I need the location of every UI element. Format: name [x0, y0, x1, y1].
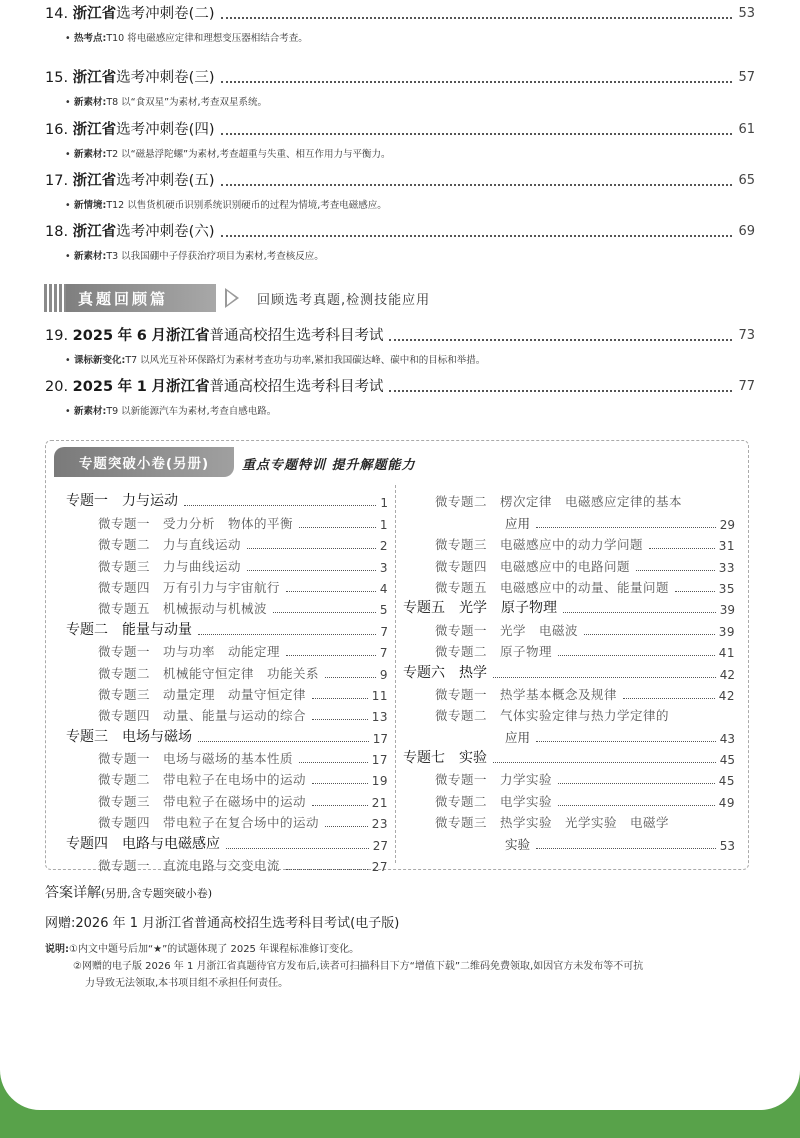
- subtopic-row[interactable]: [66, 596, 388, 617]
- page-number: 39: [718, 624, 735, 639]
- special-topics-slogan: 重点专题特训 提升解题能力: [242, 458, 416, 473]
- topic-row[interactable]: [403, 596, 735, 617]
- subtopic-row[interactable]: [66, 788, 388, 809]
- gift-line: 网赠:2026 年 1 月浙江省普通高校招生选考科目考试(电子版): [45, 916, 400, 931]
- page-number: 5: [379, 603, 388, 618]
- row-label: 微专题二 气体实验定律与热力学定律的: [435, 708, 670, 724]
- subtopic-row[interactable]: [66, 510, 388, 531]
- page-number: 39: [719, 603, 735, 618]
- row-label: 微专题四 电磁感应中的电路问题: [435, 558, 631, 574]
- row-label: 专题六 热学: [403, 664, 487, 681]
- subtopic-row[interactable]: [403, 831, 735, 852]
- subtopic-row[interactable]: [403, 532, 735, 553]
- row-label: 专题七 实验: [403, 750, 487, 767]
- topic-row[interactable]: [403, 746, 735, 767]
- subtopic-row[interactable]: [403, 575, 735, 596]
- page-number: 7: [379, 646, 388, 661]
- subtopic-row[interactable]: [403, 810, 735, 831]
- page-number: 45: [719, 753, 735, 768]
- page-number: 49: [718, 795, 735, 810]
- toc-entry-20[interactable]: 20. 2025 年 1 月浙江省普通高校招生选考科目考试 77 • 新素材:T9 以新能源汽车为素材,考查自感电路。: [45, 379, 755, 417]
- row-label: 微专题二 原子物理: [435, 644, 553, 660]
- subtopic-row[interactable]: [66, 532, 388, 553]
- row-label: 微专题四 动量、能量与运动的综合: [98, 708, 307, 724]
- review-section-subtitle: 回顾选考真题,检测技能应用: [257, 293, 431, 308]
- page-number: 7: [380, 624, 388, 639]
- subtopic-row[interactable]: [403, 724, 735, 745]
- banner-stripes: [44, 284, 66, 312]
- row-label: 实验: [505, 836, 531, 852]
- footer: [45, 882, 755, 992]
- row-label: 微专题一 光学 电磁波: [435, 622, 579, 638]
- special-right-column: [403, 489, 735, 853]
- page-number: 41: [718, 646, 735, 661]
- subtopic-row[interactable]: [66, 703, 388, 724]
- page-number: 77: [738, 379, 755, 394]
- subtopic-row[interactable]: [403, 788, 735, 809]
- page-number: 4: [379, 581, 388, 596]
- row-label: 微专题四 带电粒子在复合场中的运动: [98, 815, 320, 831]
- row-label: 微专题二 机械能守恒定律 功能关系: [98, 665, 320, 681]
- toc-entry-16[interactable]: 16. 浙江省选考冲刺卷(四) 61 • 新素材:T2 以“磁悬浮陀螺”为素材,考查超重与失重、相互作用力与平衡力。: [45, 122, 755, 160]
- row-label: 微专题三 力与曲线运动: [98, 558, 242, 574]
- page-number: 13: [371, 710, 388, 725]
- subtopic-row[interactable]: [66, 660, 388, 681]
- toc-entry-19[interactable]: 19. 2025 年 6 月浙江省普通高校招生选考科目考试 73 • 课标新变化:T7 以风光互补环保路灯为素材考查功与功率,紧扣我国碳达峰、碳中和的目标和举措。: [45, 328, 755, 366]
- row-label: 微专题五 机械振动与机械波: [98, 601, 268, 617]
- subtopic-row[interactable]: [403, 510, 735, 531]
- topic-row[interactable]: [403, 660, 735, 681]
- subtopic-row[interactable]: [403, 682, 735, 703]
- topic-row[interactable]: [66, 831, 388, 852]
- row-label: 微专题一 直流电路与交变电流: [98, 858, 281, 874]
- row-label: 专题一 力与运动: [66, 493, 178, 510]
- subtopic-row[interactable]: [66, 639, 388, 660]
- page-number: 69: [738, 224, 755, 239]
- entry-note: • 新素材:T9 以新能源汽车为素材,考查自感电路。: [65, 406, 277, 417]
- page-number: 33: [718, 560, 735, 575]
- row-label: 微专题三 带电粒子在磁场中的运动: [98, 793, 307, 809]
- special-topics-box: [45, 440, 749, 875]
- subtopic-row[interactable]: [66, 682, 388, 703]
- page-number: 31: [718, 539, 735, 554]
- subtopic-row[interactable]: [66, 746, 388, 767]
- answers-line: 答案详解(另册,含专题突破小卷): [45, 885, 213, 901]
- row-label: 微专题三 动量定理 动量守恒定律: [98, 686, 307, 702]
- row-label: 专题五 光学 原子物理: [403, 600, 557, 617]
- page-number: 65: [738, 173, 755, 188]
- page-number: 61: [738, 122, 755, 137]
- topic-row[interactable]: [66, 724, 388, 745]
- page-number: 29: [719, 517, 735, 532]
- page-number: 53: [738, 6, 755, 21]
- page-number: 3: [379, 560, 388, 575]
- topic-row[interactable]: [66, 617, 388, 638]
- entry-note: • 课标新变化:T7 以风光互补环保路灯为素材考查功与功率,紧扣我国碳达峰、碳中和的目标和举措。: [65, 355, 486, 366]
- entry-note: • 新素材:T2 以“磁悬浮陀螺”为素材,考查超重与失重、相互作用力与平衡力。: [65, 149, 391, 160]
- page-number: 19: [371, 774, 388, 789]
- entry-note: • 新情境:T12 以售货机硬币识别系统识别硬币的过程为情境,考查电磁感应。: [65, 200, 387, 211]
- page-number: 57: [738, 70, 755, 85]
- page-number: 42: [718, 688, 735, 703]
- page-number: 17: [371, 753, 388, 768]
- review-section-title: 真题回顾篇: [66, 284, 216, 312]
- row-label: 微专题四 万有引力与宇宙航行: [98, 579, 281, 595]
- page-number: 1: [379, 517, 388, 532]
- subtopic-row[interactable]: [403, 639, 735, 660]
- subtopic-row[interactable]: [403, 553, 735, 574]
- toc-entry-14[interactable]: 14. 浙江省选考冲刺卷(二) 53 • 热考点:T10 将电磁感应定律和理想变压器相结合考查。: [45, 6, 755, 44]
- page-number: 9: [379, 667, 388, 682]
- subtopic-row[interactable]: [66, 853, 388, 874]
- page-number: 35: [718, 581, 735, 596]
- subtopic-row[interactable]: [403, 703, 735, 724]
- entry-note: • 新素材:T8 以“食双星”为素材,考查双星系统。: [65, 97, 268, 108]
- arrow-icon: [225, 288, 239, 308]
- row-label: 微专题二 电学实验: [435, 793, 553, 809]
- page-number: 2: [379, 539, 388, 554]
- review-section-banner: [44, 282, 474, 314]
- row-label: 专题二 能量与动量: [66, 621, 192, 638]
- subtopic-row[interactable]: [66, 553, 388, 574]
- row-label: 专题四 电路与电磁感应: [66, 835, 220, 852]
- column-divider: [395, 485, 396, 863]
- special-left-column: [66, 489, 388, 874]
- page-number: 42: [719, 667, 735, 682]
- topic-row[interactable]: [66, 489, 388, 510]
- page-number: 45: [718, 774, 735, 789]
- subtopic-row[interactable]: [66, 810, 388, 831]
- row-label: 微专题五 电磁感应中的动量、能量问题: [435, 579, 670, 595]
- row-label: 微专题二 楞次定律 电磁感应定律的基本: [435, 494, 683, 510]
- subtopic-row[interactable]: [66, 767, 388, 788]
- row-label: 微专题一 功与功率 动能定理: [98, 644, 281, 660]
- page-number: 11: [371, 688, 388, 703]
- page-number: 27: [371, 860, 388, 875]
- row-label: 微专题三 热学实验 光学实验 电磁学: [435, 815, 670, 831]
- page-number: 43: [719, 731, 735, 746]
- row-label: 微专题二 带电粒子在电场中的运动: [98, 772, 307, 788]
- page-number: 27: [372, 838, 388, 853]
- toc-entry-15[interactable]: 15. 浙江省选考冲刺卷(三) 57 • 新素材:T8 以“食双星”为素材,考查双星系统。: [45, 70, 755, 108]
- row-label: 应用: [505, 515, 531, 531]
- notes: 说明:①内文中题号后加“★”的试题体现了 2025 年课程标准修订变化。 ②网赠的电子版 2026 年 1 月浙江省真题待官方发布后,读者可扫描科目下方“增值下载”二维码免费领取,如因官方未发布等不可抗 力导致无法领取,本书项目组不承担任何责任。: [45, 944, 644, 989]
- subtopic-row[interactable]: [403, 489, 735, 510]
- entry-note: • 新素材:T3 以我国硼中子俘获治疗项目为素材,考查核反应。: [65, 251, 324, 262]
- row-label: 微专题一 热学基本概念及规律: [435, 686, 618, 702]
- toc-entry-17[interactable]: 17. 浙江省选考冲刺卷(五) 65 • 新情境:T12 以售货机硬币识别系统识别硬币的过程为情境,考查电磁感应。: [45, 173, 755, 211]
- row-label: 微专题三 电磁感应中的动力学问题: [435, 537, 644, 553]
- toc-entry-18[interactable]: 18. 浙江省选考冲刺卷(六) 69 • 新素材:T3 以我国硼中子俘获治疗项目为素材,考查核反应。: [45, 224, 755, 262]
- entry-note: • 热考点:T10 将电磁感应定律和理想变压器相结合考查。: [65, 33, 308, 44]
- subtopic-row[interactable]: [403, 617, 735, 638]
- page-number: 73: [738, 328, 755, 343]
- row-label: 微专题一 力学实验: [435, 772, 553, 788]
- row-label: 微专题一 受力分析 物体的平衡: [98, 515, 294, 531]
- row-label: 应用: [505, 729, 531, 745]
- subtopic-row[interactable]: [66, 575, 388, 596]
- row-label: 专题三 电场与磁场: [66, 728, 192, 745]
- page-number: 17: [372, 731, 388, 746]
- page-number: 53: [719, 838, 735, 853]
- page-number: 23: [371, 817, 388, 832]
- row-label: 微专题一 电场与磁场的基本性质: [98, 751, 294, 767]
- subtopic-row[interactable]: [403, 767, 735, 788]
- page-number: 21: [371, 795, 388, 810]
- page-number: 1: [380, 496, 388, 511]
- special-topics-title: 专题突破小卷(另册): [54, 447, 234, 477]
- row-label: 微专题二 力与直线运动: [98, 537, 242, 553]
